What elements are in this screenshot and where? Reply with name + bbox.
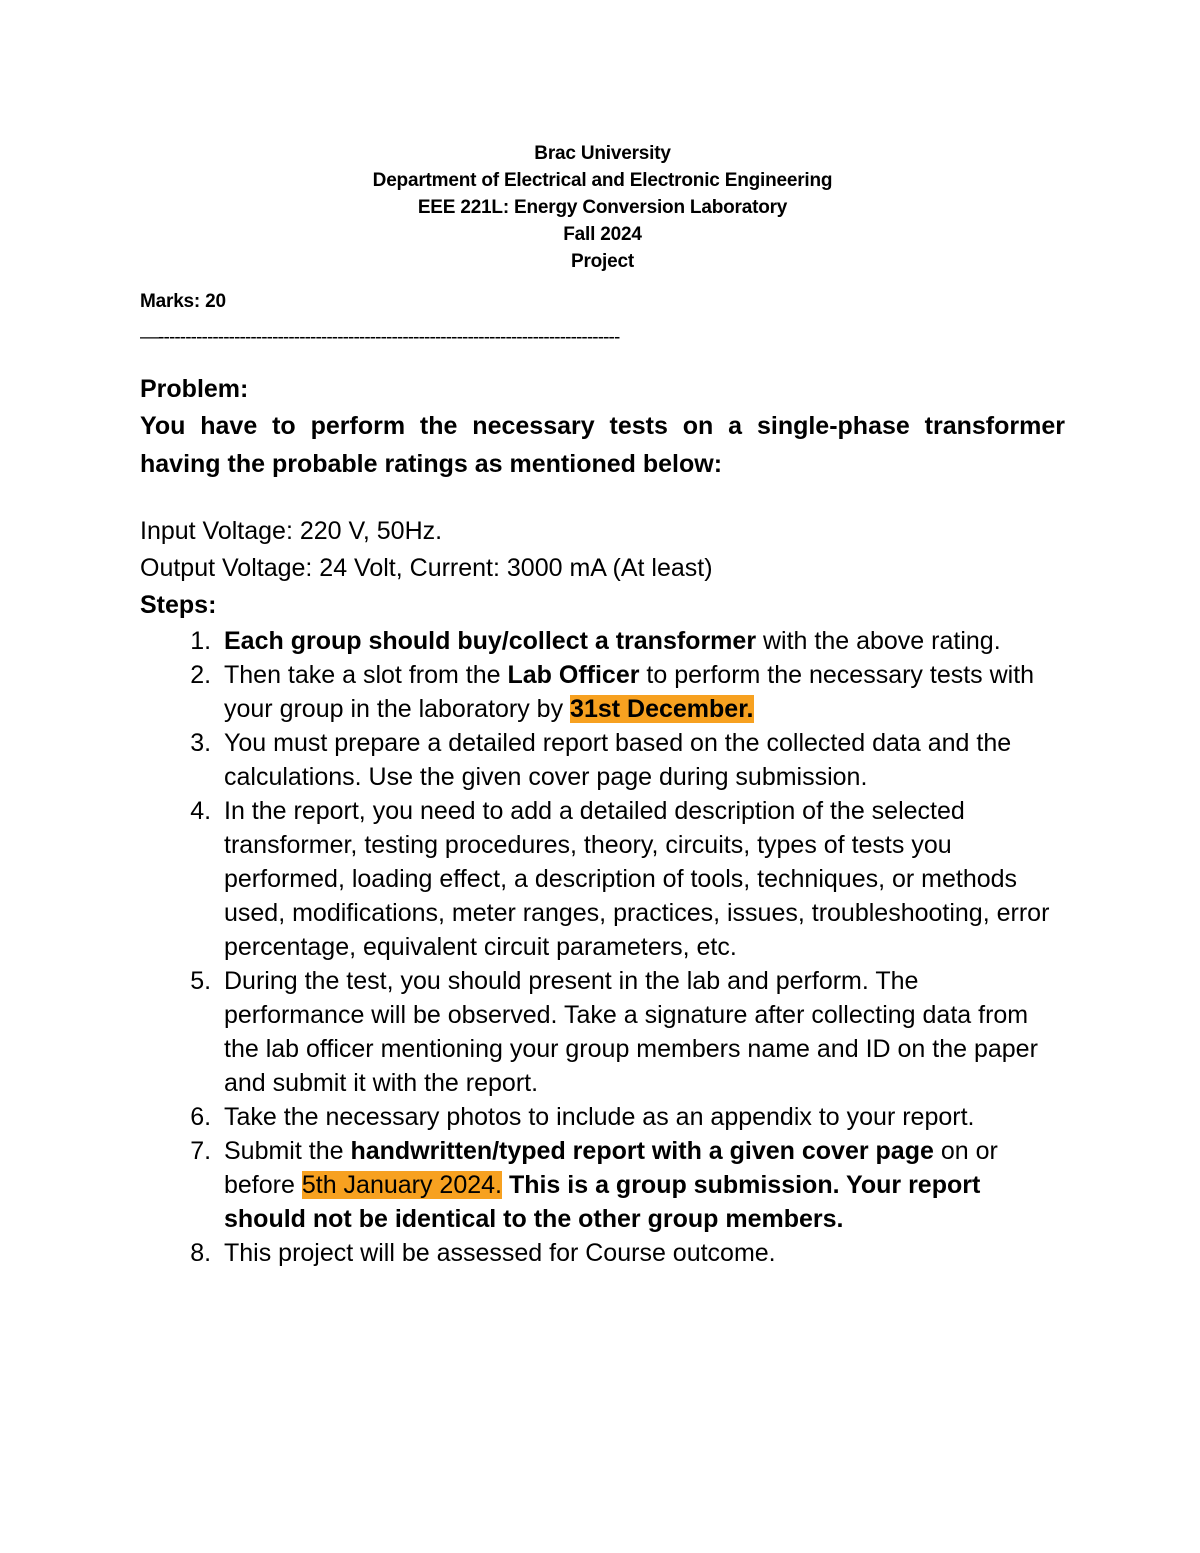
document-body bbox=[140, 140, 1065, 1270]
step-text-bold: This is a group submission. Your report should not be identical to the other group members. bbox=[224, 1171, 981, 1233]
step-text-bold: handwritten/typed report with a given cover page bbox=[350, 1137, 934, 1165]
step-item bbox=[218, 658, 1065, 726]
step-item bbox=[218, 726, 1065, 794]
step-item bbox=[218, 1100, 1065, 1134]
header-line-department: Department of Electrical and Electronic Engineering bbox=[372, 170, 833, 191]
input-voltage-line: Input Voltage: 220 V, 50Hz. bbox=[140, 517, 443, 545]
step-text-bold: Each group should buy/collect a transformer bbox=[224, 627, 757, 655]
step-text-bold: Lab Officer bbox=[507, 661, 640, 689]
document-header bbox=[140, 140, 1065, 275]
step-text: to perform the necessary tests with your group in the laboratory by bbox=[224, 661, 1035, 723]
step-text: Then take a slot from the bbox=[224, 661, 508, 689]
header-line-course: EEE 221L: Energy Conversion Laboratory bbox=[417, 197, 788, 218]
step-item bbox=[218, 964, 1065, 1100]
step-text: You must prepare a detailed report based on the collected data and the calculations. Use the given cover page during submission. bbox=[224, 729, 1012, 791]
step-text: on or before bbox=[224, 1137, 998, 1199]
problem-heading: Problem: bbox=[140, 375, 249, 403]
step-text: This project will be assessed for Course outcome. bbox=[224, 1239, 776, 1267]
header-line-university: Brac University bbox=[534, 143, 671, 164]
step-text: Take the necessary photos to include as an appendix to your report. bbox=[224, 1103, 975, 1131]
step-text-highlighted: 31st December. bbox=[570, 695, 754, 723]
problem-statement: You have to perform the necessary tests on a single-phase transformer having the probable ratings as mentioned below: bbox=[140, 412, 1065, 478]
step-item bbox=[218, 1236, 1065, 1270]
step-text: In the report, you need to add a detailed description of the selected transformer, testing procedures, theory, circuits, types of tests you performed, loading effect, a description of tools, techniques, or methods used, modifications, meter ranges, practices, issues, troubleshooting, error percentage, equivalent circuit parameters, etc. bbox=[224, 797, 1050, 961]
steps-list bbox=[140, 624, 1065, 1270]
header-line-term: Fall 2024 bbox=[563, 224, 642, 245]
step-text-highlighted: 5th January 2024. bbox=[301, 1171, 502, 1199]
marks-label: Marks: 20 bbox=[140, 291, 226, 312]
step-text: Submit the bbox=[224, 1137, 351, 1165]
output-voltage-line: Output Voltage: 24 Volt, Current: 3000 mA (At least) bbox=[140, 554, 713, 582]
steps-heading: Steps: bbox=[140, 591, 217, 619]
horizontal-divider: —------------------------------------------------------------------------------------- bbox=[140, 327, 620, 348]
step-text: During the test, you should present in the lab and perform. The performance will be observed. Take a signature after collecting data from the lab officer mentioning your group members name and ID on the paper and submit it with the report. bbox=[224, 967, 1038, 1097]
step-text: with the above rating. bbox=[756, 627, 1001, 655]
step-item bbox=[218, 624, 1065, 658]
header-line-assignment: Project bbox=[570, 251, 634, 272]
step-item bbox=[218, 794, 1065, 964]
spacer bbox=[140, 483, 1065, 513]
step-item bbox=[218, 1134, 1065, 1236]
